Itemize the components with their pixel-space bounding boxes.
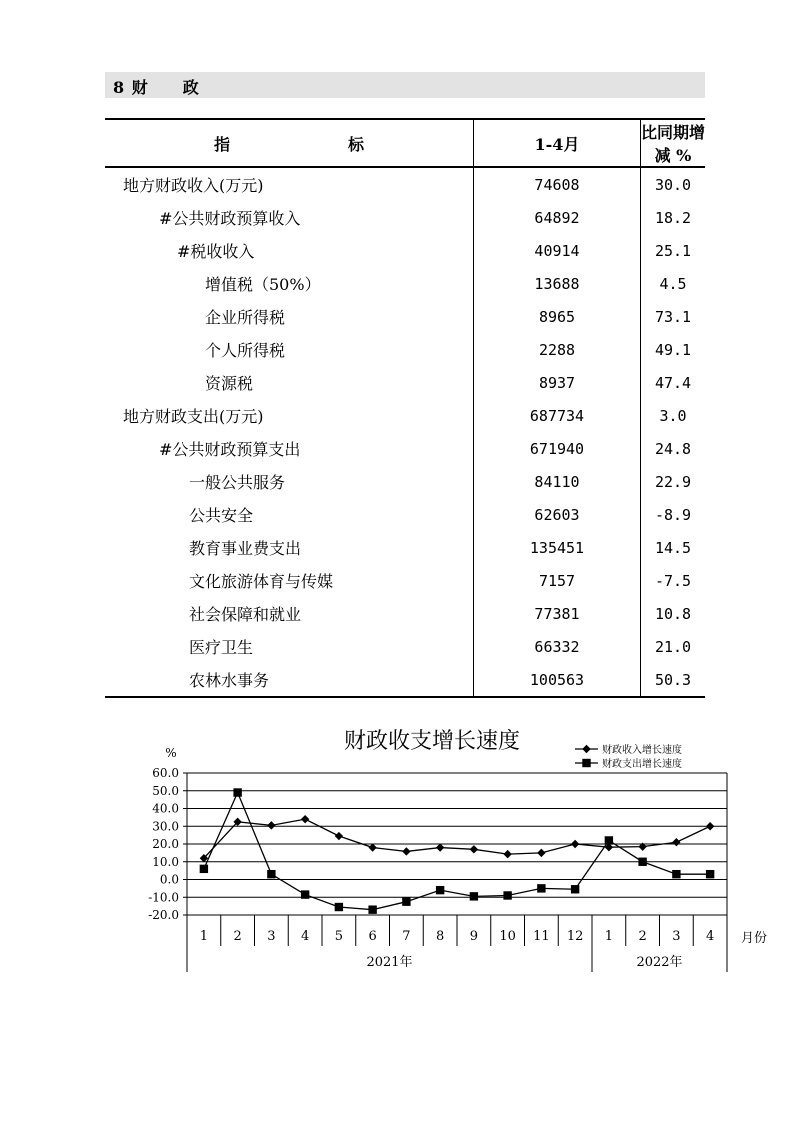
expenditure-point	[368, 905, 376, 913]
row-value: 40914	[474, 234, 641, 267]
x-axis	[187, 915, 727, 972]
table-row	[105, 597, 705, 630]
x-tick-label: 5	[334, 929, 344, 944]
row-label: 企业所得税	[205, 308, 286, 327]
row-value: 100563	[474, 663, 641, 697]
y-tick-label: 10.0	[152, 854, 179, 869]
x-tick-label: 6	[368, 929, 377, 944]
row-change: 25.1	[654, 241, 692, 260]
row-label: 教育事业费支出	[189, 539, 302, 558]
chart-grid	[183, 773, 727, 915]
revenue-point	[503, 850, 511, 858]
table-row	[105, 234, 705, 267]
row-value: 135451	[474, 531, 641, 564]
y-tick-label: 20.0	[152, 837, 179, 851]
row-label: #公共财政预算收入	[159, 209, 301, 228]
row-value: 671940	[474, 432, 641, 465]
table-row	[105, 300, 705, 333]
y-tick-label: -10.0	[148, 890, 179, 905]
chart-legend	[575, 743, 682, 770]
row-value: 62603	[474, 498, 641, 531]
row-label: #公共财政预算支出	[159, 440, 301, 459]
row-value: 64892	[474, 201, 641, 234]
revenue-point	[537, 849, 545, 857]
row-value: 77381	[474, 597, 641, 630]
row-label: #税收收入	[177, 242, 255, 261]
table-row	[105, 432, 705, 465]
table-row	[105, 498, 705, 531]
row-label: 农林水事务	[105, 663, 474, 697]
y-tick-label: 50.0	[152, 783, 179, 798]
x-tick-label: 2	[233, 929, 242, 944]
legend-label: 财政支出增长速度	[602, 759, 682, 770]
x-tick-label: 4	[705, 929, 715, 944]
row-value: 8965	[474, 300, 641, 333]
expenditure-point	[267, 870, 275, 878]
revenue-point	[470, 845, 478, 853]
row-change: 49.1	[654, 340, 692, 359]
x-tick-label: 8	[435, 929, 445, 944]
x-tick-label: 9	[469, 929, 479, 944]
chart-series	[200, 788, 715, 914]
expenditure-point	[672, 870, 680, 878]
revenue-point	[402, 847, 410, 855]
row-change: 24.8	[654, 439, 692, 458]
revenue-point	[368, 843, 376, 851]
expenditure-point	[233, 788, 241, 796]
expenditure-point	[537, 884, 545, 892]
revenue-point	[335, 832, 343, 840]
x-tick-label: 7	[402, 929, 411, 944]
row-label: 医疗卫生	[189, 638, 254, 657]
finance-growth-chart	[0, 700, 793, 1000]
row-label: 一般公共服务	[189, 473, 286, 492]
x-tick-label: 4	[300, 929, 310, 944]
revenue-point	[571, 840, 579, 848]
header-change: 比同期增减 %	[641, 119, 706, 167]
revenue-point	[267, 821, 275, 829]
row-value: 74608	[474, 167, 641, 201]
section-header-bar	[105, 72, 705, 98]
table-row	[105, 564, 705, 597]
row-value: 2288	[474, 333, 641, 366]
x-tick-label: 11	[533, 929, 550, 944]
row-label: 社会保障和就业	[189, 605, 302, 624]
x-tick-label: 3	[267, 929, 276, 944]
table-row	[105, 630, 705, 663]
revenue-point	[436, 843, 444, 851]
row-value: 84110	[474, 465, 641, 498]
expenditure-point	[638, 858, 646, 866]
y-axis-unit-label: %	[165, 746, 177, 760]
row-change: 73.1	[654, 307, 692, 326]
table-row	[105, 366, 705, 399]
x-tick-label: 10	[499, 929, 516, 944]
row-change: 18.2	[654, 208, 692, 227]
revenue-point	[706, 822, 714, 830]
expenditure-point	[605, 836, 613, 844]
table-header-row	[105, 119, 705, 167]
expenditure-point	[335, 903, 343, 911]
header-period: 1-4月	[474, 119, 641, 167]
table-row	[105, 399, 705, 432]
row-label: 资源税	[205, 374, 254, 393]
row-label: 增值税（50%）	[205, 275, 321, 294]
row-change: 47.4	[654, 373, 692, 392]
legend-marker	[582, 745, 590, 753]
x-tick-label: 1	[604, 929, 614, 944]
expenditure-point	[571, 885, 579, 893]
expenditure-point	[402, 897, 410, 905]
legend-marker	[582, 759, 590, 767]
row-label: 地方财政支出(万元)	[123, 407, 264, 426]
row-label: 地方财政收入(万元)	[123, 176, 264, 195]
expenditure-point	[436, 886, 444, 894]
x-tick-label: 12	[566, 929, 584, 944]
row-value: 66332	[474, 630, 641, 663]
row-label: 文化旅游体育与传媒	[189, 572, 334, 591]
revenue-point	[672, 838, 680, 846]
chart-title: 财政收支增长速度	[343, 729, 521, 754]
y-tick-label: 40.0	[152, 801, 179, 816]
table-row	[105, 531, 705, 564]
table-row	[105, 465, 705, 498]
row-change: 21.0	[654, 637, 692, 656]
row-value: 8937	[474, 366, 641, 399]
table-row	[105, 201, 705, 234]
header-indicator: 指 标	[105, 119, 474, 167]
series-line-revenue	[204, 819, 710, 858]
row-value: 13688	[474, 267, 641, 300]
row-change: 30.0	[654, 175, 692, 194]
row-change: 50.3	[641, 663, 706, 697]
row-label: 个人所得税	[205, 341, 286, 360]
row-change: 3.0	[659, 406, 687, 425]
table-row	[105, 167, 705, 201]
row-change: 14.5	[654, 538, 692, 557]
x-group-label: 2022年	[636, 955, 683, 970]
revenue-point	[301, 815, 309, 823]
legend-label: 财政收入增长速度	[602, 745, 682, 756]
table-row	[105, 267, 705, 300]
row-change: 10.8	[654, 604, 692, 623]
table-row	[105, 663, 705, 697]
y-tick-label: 0.0	[159, 872, 179, 887]
expenditure-point	[200, 865, 208, 873]
x-axis-label: 月份	[740, 931, 768, 946]
row-value: 7157	[474, 564, 641, 597]
y-tick-label: 30.0	[152, 819, 179, 834]
x-tick-label: 1	[199, 929, 209, 944]
x-tick-label: 3	[672, 929, 681, 944]
row-change: -7.5	[654, 571, 692, 590]
expenditure-point	[301, 890, 309, 898]
expenditure-point	[470, 892, 478, 900]
row-change: 4.5	[659, 274, 687, 293]
x-group-label: 2021年	[366, 955, 413, 970]
expenditure-point	[503, 891, 511, 899]
y-tick-label: -20.0	[148, 908, 179, 922]
row-change: 22.9	[654, 472, 692, 491]
y-tick-label: 60.0	[152, 766, 179, 780]
series-line-expenditure	[204, 793, 710, 910]
finance-table	[105, 118, 705, 698]
table-row	[105, 333, 705, 366]
row-label: 公共安全	[189, 506, 254, 525]
section-title: 8 财 政	[113, 78, 200, 97]
expenditure-point	[706, 870, 714, 878]
x-tick-label: 2	[638, 929, 647, 944]
row-value: 687734	[474, 399, 641, 432]
y-axis-ticks	[148, 766, 179, 922]
row-change: -8.9	[654, 505, 692, 524]
